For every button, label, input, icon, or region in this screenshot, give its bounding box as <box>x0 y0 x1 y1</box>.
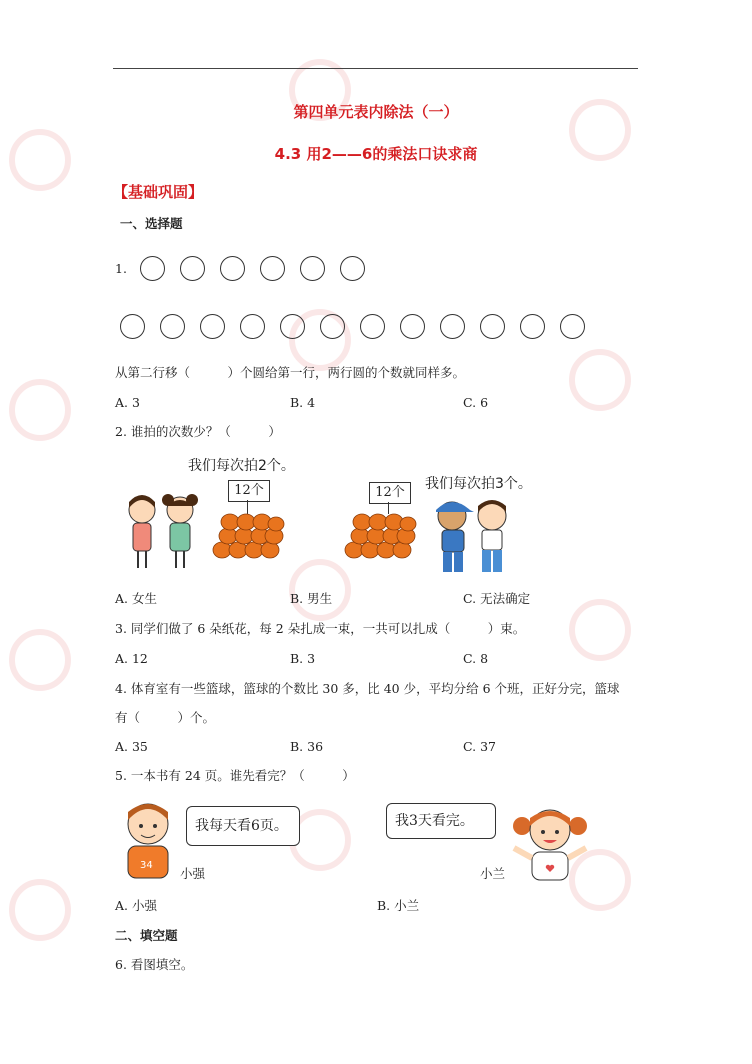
circle <box>360 314 385 339</box>
q4-option-c[interactable]: C. 37 <box>463 739 496 754</box>
part1-heading: 一、选择题 <box>120 216 183 231</box>
q2-text: 2. 谁拍的次数少？（ ） <box>115 424 281 439</box>
q2-option-b[interactable]: B. 男生 <box>290 591 333 606</box>
q5-text: 5. 一本书有 24 页。谁先看完？（ ） <box>115 768 355 783</box>
q3-option-b[interactable]: B. 3 <box>290 651 316 666</box>
q5-option-b[interactable]: B. 小兰 <box>377 898 420 913</box>
boy-name: 小强 <box>180 866 206 881</box>
boys-speech: 我们每次拍3个。 <box>425 476 532 492</box>
q3-text: 3. 同学们做了 6 朵纸花，每 2 朵扎成一束，一共可以扎成（ ）束。 <box>115 621 526 636</box>
pumpkin-pile-right <box>342 512 417 560</box>
q1-number: 1. <box>115 261 127 276</box>
q3-option-c[interactable]: C. 8 <box>463 651 489 666</box>
circle <box>440 314 465 339</box>
circle <box>400 314 425 339</box>
q1-text: 从第二行移（ ）个圆给第一行，两行圆的个数就同样多。 <box>115 365 466 380</box>
boy-xiaoqiang-illustration <box>118 798 188 880</box>
circle <box>480 314 505 339</box>
q6-text: 6. 看图填空。 <box>115 957 194 972</box>
q2-option-a[interactable]: A. 女生 <box>115 591 157 606</box>
q4-text-line2: 有（ ）个。 <box>115 710 216 725</box>
q1-option-c[interactable]: C. 6 <box>463 395 489 410</box>
q5-option-a[interactable]: A. 小强 <box>115 898 157 913</box>
circle <box>260 256 285 281</box>
count-box-left: 12个 <box>228 480 270 502</box>
circle <box>180 256 205 281</box>
q4-text-line1: 4. 体育室有一些篮球，篮球的个数比 30 多，比 40 少，平均分给 6 个班，正好分完，篮球 <box>115 681 620 696</box>
circle <box>200 314 225 339</box>
girls-speech: 我们每次拍2个。 <box>188 458 295 474</box>
girls-illustration <box>118 490 203 575</box>
q3-option-a[interactable]: A. 12 <box>115 651 148 666</box>
boy-speech-bubble: 我每天看6页。 <box>186 806 300 846</box>
q4-option-a[interactable]: A. 35 <box>115 739 148 754</box>
circle <box>240 314 265 339</box>
girl-name: 小兰 <box>480 866 506 881</box>
q1-option-a[interactable]: A. 3 <box>115 395 140 410</box>
q1-option-b[interactable]: B. 4 <box>290 395 316 410</box>
section-heading: 【基础巩固】 <box>113 183 204 201</box>
circle <box>280 314 305 339</box>
circle <box>220 256 245 281</box>
q1-row2-circles <box>120 314 585 339</box>
girl-speech-bubble: 我3天看完。 <box>386 803 496 839</box>
circle <box>120 314 145 339</box>
shirt-number: 34 <box>140 860 153 871</box>
lesson-title: 4.3 用2——6的乘法口诀求商 <box>274 145 478 163</box>
circle <box>300 256 325 281</box>
circle <box>520 314 545 339</box>
circle <box>560 314 585 339</box>
circle <box>340 256 365 281</box>
circle <box>140 256 165 281</box>
circle <box>160 314 185 339</box>
count-box-right: 12个 <box>369 482 411 504</box>
unit-title: 第四单元表内除法（一） <box>293 103 459 121</box>
part2-heading: 二、填空题 <box>115 928 178 943</box>
pumpkin-pile-left <box>210 512 285 560</box>
q1-row1-circles <box>140 256 365 281</box>
q2-option-c[interactable]: C. 无法确定 <box>463 591 531 606</box>
circle <box>320 314 345 339</box>
girl-xiaolan-illustration <box>510 806 592 884</box>
header-rule <box>113 68 638 69</box>
q4-option-b[interactable]: B. 36 <box>290 739 324 754</box>
boys-illustration <box>430 494 515 576</box>
